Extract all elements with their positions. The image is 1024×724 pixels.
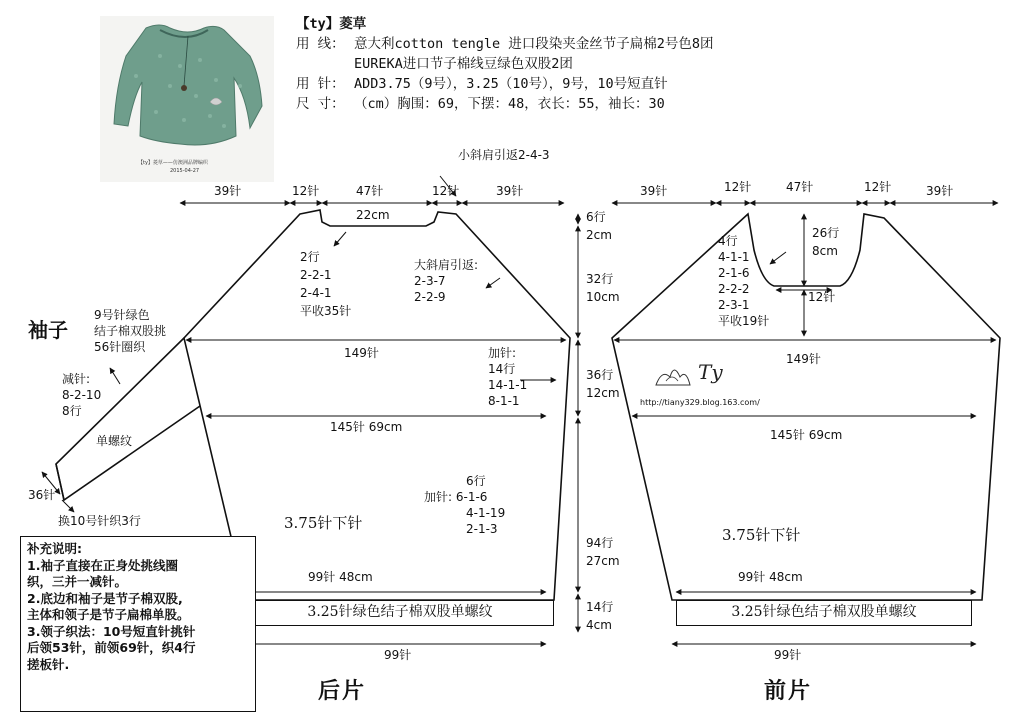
back-width-neck: 47针 (356, 184, 384, 198)
vertical-label-4: 94行 27cm (586, 536, 620, 568)
blog-logo (652, 355, 762, 395)
notes-line: 搓板针. (27, 656, 70, 672)
notes-line: 3.领子织法：10号短直针挑针 (27, 623, 196, 639)
sleeve-cuff: 36针 (28, 488, 56, 502)
front-piece-title: 前片 (764, 679, 813, 704)
vertical-label-3: 36行 12cm (586, 368, 620, 400)
back-neck-cm: 22cm (356, 208, 390, 222)
sleeve-rib: 单螺纹 (96, 434, 133, 448)
yarn-label: 用 线： (296, 36, 345, 52)
logo-signature: Ty (698, 360, 723, 384)
photo-caption-2: 2015-04-27 (170, 168, 200, 174)
vertical-label-5: 14行 4cm (586, 600, 614, 632)
yarn-line-2: EUREKA进口节子棉线豆绿色双股2团 (354, 56, 573, 72)
front-width-left: 39针 (640, 184, 668, 198)
front-gauge: 3.75针下针 (722, 526, 801, 544)
front-neck-depth: 26行 8cm (812, 226, 840, 258)
yarn-line-1: 意大利cotton tengle 进口段染夹金丝节子扁棉2号色8团 (354, 36, 714, 52)
back-piece-title: 后片 (318, 679, 367, 704)
notes-line: 织，三并一减针。 (27, 574, 128, 589)
front-neck-shaping: 4行 4-1-1 2-1-6 2-2-2 2-3-1 平收19针 (718, 234, 770, 328)
notes-line: 2.底边和袖子是节子棉双股, (27, 590, 183, 606)
front-hem: 99针 48cm (738, 570, 803, 584)
notes-line: 1.袖子直接在正身处挑线圈 (27, 557, 178, 573)
back-chest: 149针 (344, 346, 379, 360)
vertical-label-1: 6行 2cm (586, 210, 612, 242)
notes-line: 主体和领子是节子扁棉单股。 (27, 607, 190, 622)
needle-label: 用 针： (296, 76, 345, 92)
front-ribbing-band: 3.25针绿色结子棉双股单螺纹 (676, 600, 972, 626)
sleeve-title: 袖子 (28, 318, 68, 342)
back-big-shoulder: 大斜肩引返: 2-3-7 2-2-9 (414, 258, 479, 304)
back-gauge: 3.75针下针 (284, 514, 363, 532)
front-waist: 145针 69cm (770, 428, 843, 442)
notes-title: 补充说明: (27, 541, 82, 556)
back-bottom-width: 99针 (384, 648, 412, 662)
back-waist: 145针 69cm (330, 420, 403, 434)
photo-caption-1: 【ty】菱草——仿澳洲品牌编织 (138, 160, 208, 166)
front-width-right: 39针 (926, 184, 954, 198)
front-width-neck: 47针 (786, 180, 814, 194)
sleeve-pickup: 9号针绿色 结子棉双股挑 56针圈织 (94, 308, 167, 354)
back-small-shoulder: 小斜肩引返2-4-3 (458, 148, 550, 162)
front-bottom-width: 99针 (774, 648, 802, 662)
front-chest: 149针 (786, 352, 821, 366)
back-width-left: 39针 (214, 184, 242, 198)
front-width-shoulder-left: 12针 (724, 180, 752, 194)
front-neck-bottom: 12针 (808, 290, 836, 304)
size-value: （cm）胸围：69，下摆：48，衣长：55，袖长：30 (354, 96, 665, 112)
supplement-notes (20, 536, 256, 712)
back-width-shoulder-left: 12针 (292, 184, 320, 198)
back-increase-2: 6行 加针: 6-1-6 4-1-19 2-1-3 (424, 474, 506, 536)
sleeve-outline (56, 338, 200, 500)
back-ribbing-band: 3.25针绿色结子棉双股单螺纹 (246, 600, 554, 626)
back-width-shoulder-right: 12针 (432, 184, 460, 198)
sleeve-cuff-note: 换10号针织3行 (58, 514, 141, 528)
sleeve-decrease: 减针: 8-2-10 8行 (62, 372, 102, 418)
front-outline (612, 214, 1000, 600)
blog-url: http://tiany329.blog.163.com/ (640, 398, 760, 407)
notes-line: 后领53针，前领69针，织4行 (27, 640, 196, 655)
back-increase: 加针: 14行 14-1-1 8-1-1 (488, 346, 528, 408)
vertical-label-2: 32行 10cm (586, 272, 620, 304)
front-width-shoulder-right: 12针 (864, 180, 892, 194)
needle-value: ADD3.75（9号），3.25（10号），9号，10号短直针 (354, 76, 668, 92)
back-neck-shaping: 2行 2-2-1 2-4-1 平收35针 (300, 250, 352, 318)
back-hem: 99针 48cm (308, 570, 373, 584)
lotus-icon (652, 355, 762, 395)
size-label: 尺 寸： (296, 96, 345, 112)
pattern-title: 【ty】菱草 (296, 16, 367, 32)
back-width-right: 39针 (496, 184, 524, 198)
